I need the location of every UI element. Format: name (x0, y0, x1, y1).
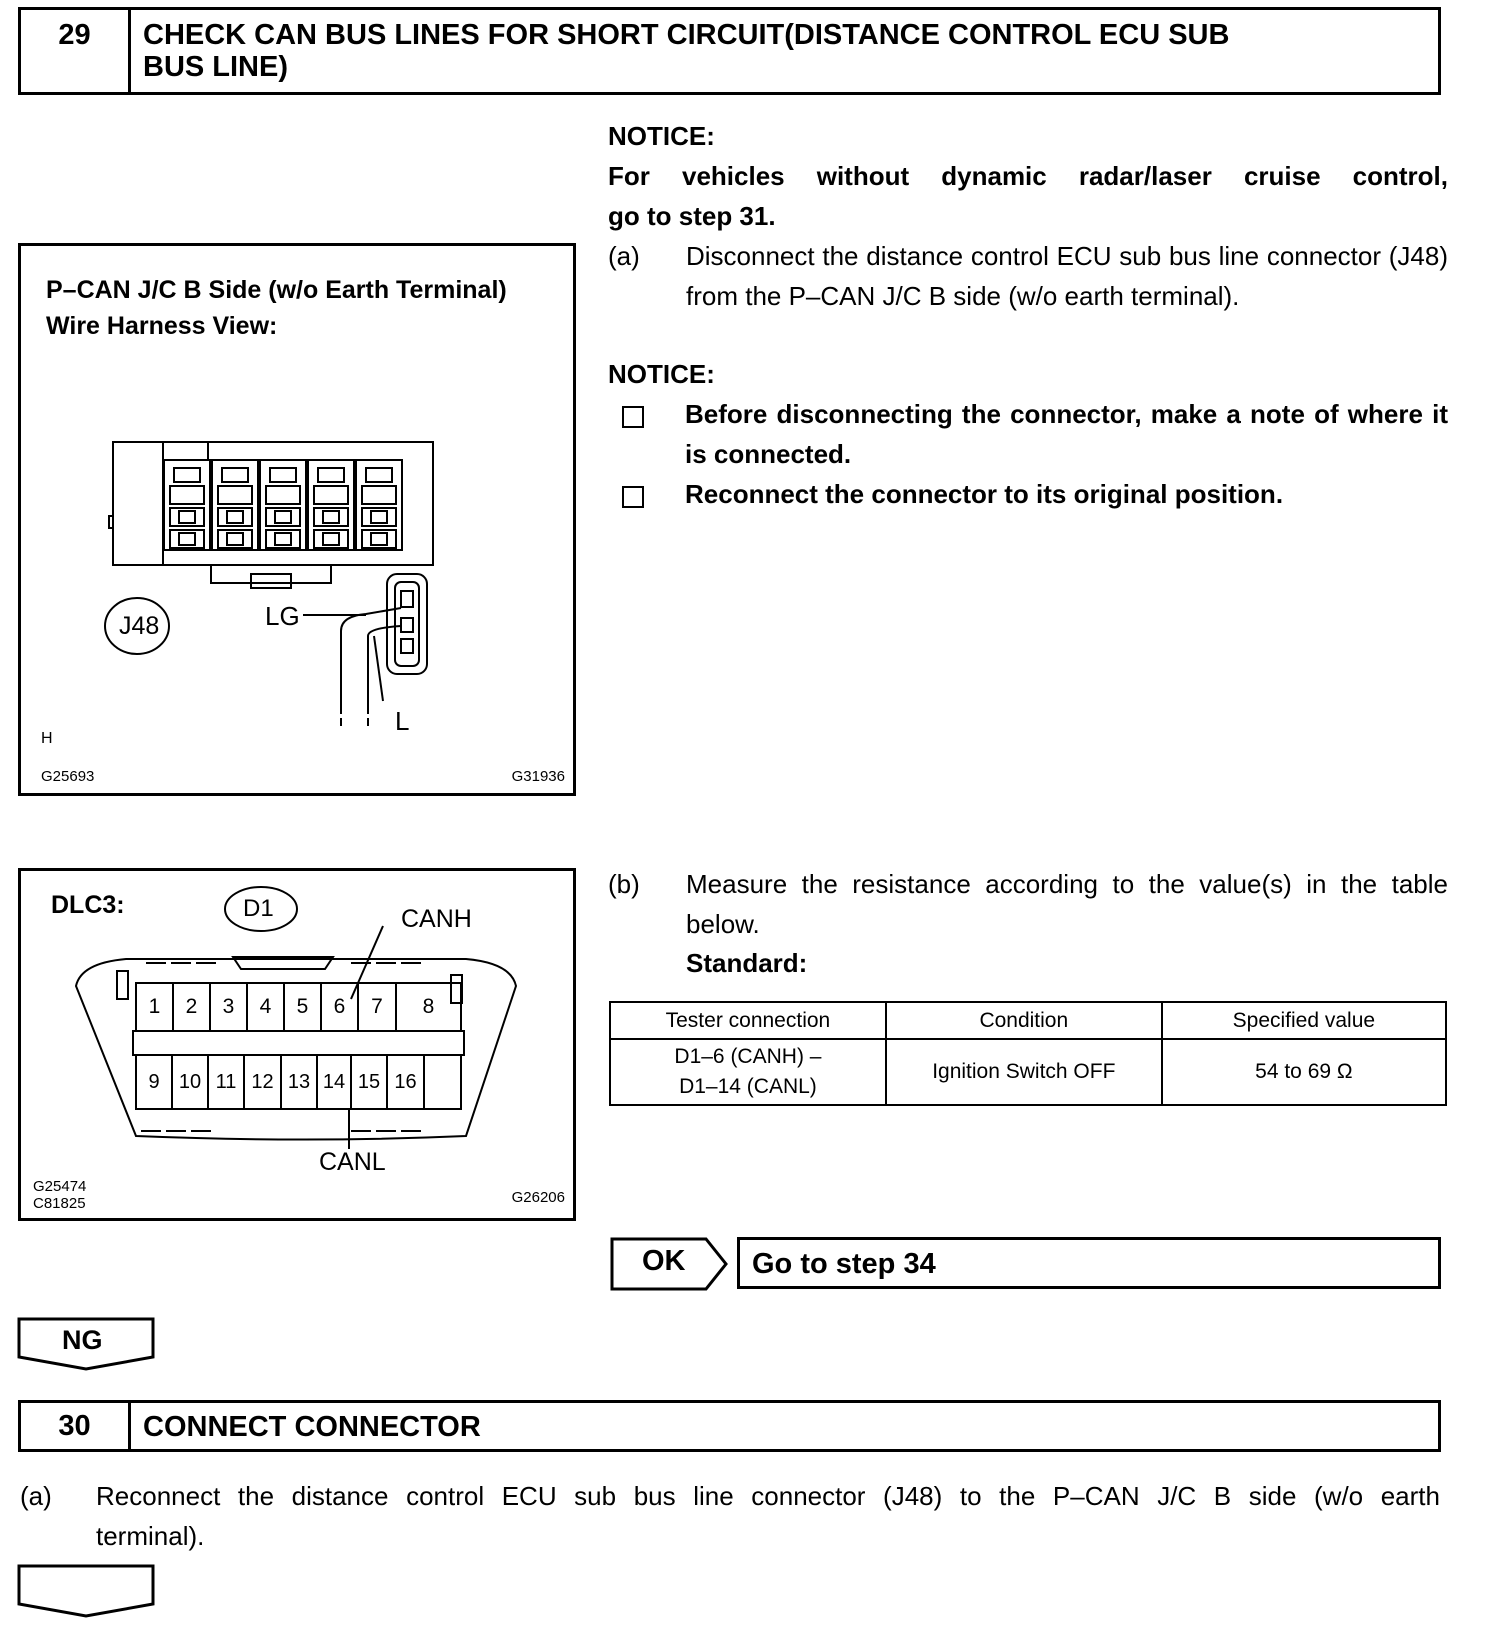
figure-code: G26206 (511, 1189, 565, 1206)
step-number: 30 (21, 1403, 131, 1449)
instruction-marker: (b) (608, 869, 640, 899)
figure-code: G25693 (41, 768, 95, 785)
notice-text-line-2: go to step 31. (608, 201, 776, 231)
pins-bottom-row (136, 1055, 461, 1109)
pin-number: 1 (148, 995, 161, 1018)
notice-bullet: Before disconnecting the connector, make a note of where it is connected. (685, 399, 1448, 469)
ok-label: OK (642, 1245, 686, 1277)
figure-code: G31936 (511, 768, 565, 785)
pins-top-row (136, 983, 461, 1031)
pin-number: 4 (259, 995, 272, 1018)
j48-connector-drawing (21, 246, 573, 793)
connector-diagram-j48 (18, 243, 576, 796)
standard-table (609, 1001, 1447, 1106)
pin-number: 14 (322, 1071, 346, 1093)
pin-number: 12 (251, 1071, 274, 1093)
pin-number: 3 (222, 995, 235, 1018)
notice-text-line-1: For vehicles without dynamic radar/laser cruise control, (608, 161, 1448, 191)
step-title: CONNECT CONNECTOR (143, 1411, 481, 1443)
connection-line-1: D1–6 (CANH) – (674, 1045, 822, 1068)
corner-mark: H (41, 730, 53, 747)
pin-label-canl: CANL (319, 1148, 386, 1176)
ng-label: NG (62, 1325, 103, 1355)
pin-number: 11 (215, 1071, 237, 1093)
notice-heading: NOTICE: (608, 359, 715, 389)
figure-title: DLC3: (51, 891, 125, 919)
instruction-text: Measure the resistance according to the value(s) in the table below. (686, 869, 1448, 939)
pin-number: 6 (333, 995, 346, 1018)
checkbox-icon (622, 486, 644, 508)
figure-title-line-1: P–CAN J/C B Side (w/o Earth Terminal) (46, 276, 507, 304)
notice-bullet: Reconnect the connector to its original position. (685, 479, 1284, 509)
wire-color-label: L (395, 706, 410, 736)
step-29-header (18, 7, 1441, 95)
pin-number: 8 (422, 995, 435, 1018)
wire-color-label: LG (265, 601, 300, 631)
table-header: Tester connection (610, 1002, 886, 1039)
checkbox-icon (622, 406, 644, 428)
continue-arrow-box (17, 1564, 155, 1618)
notice-heading: NOTICE: (608, 121, 715, 151)
table-cell-connection (610, 1039, 886, 1105)
connection-line-2: D1–14 (CANL) (679, 1075, 817, 1098)
figure-code: G25474 (33, 1178, 87, 1195)
pin-number: 2 (185, 995, 198, 1018)
go-to-step-box (737, 1237, 1441, 1289)
connector-label: J48 (119, 612, 160, 640)
dlc3-connector-diagram (18, 868, 576, 1221)
step-title (143, 19, 1428, 83)
step-title-line-1: CHECK CAN BUS LINES FOR SHORT CIRCUIT(DISTANCE CONTROL ECU SUB (143, 19, 1230, 51)
table-cell-value: 54 to 69 Ω (1162, 1039, 1446, 1105)
table-cell-condition: Ignition Switch OFF (886, 1039, 1162, 1105)
instruction-marker: (a) (20, 1481, 52, 1511)
table-header: Specified value (1162, 1002, 1446, 1039)
standard-label: Standard: (686, 948, 808, 978)
dlc3-connector-drawing (21, 871, 573, 1218)
step-number: 29 (21, 10, 131, 92)
go-to-step-text: Go to step 34 (752, 1248, 936, 1280)
pin-number: 7 (371, 995, 383, 1018)
figure-title-line-2: Wire Harness View: (46, 312, 278, 340)
pin-number: 15 (357, 1071, 381, 1093)
table-row (610, 1039, 1446, 1105)
instruction-marker: (a) (608, 241, 640, 271)
pin-number: 16 (394, 1071, 417, 1093)
pin-label-canh: CANH (401, 905, 472, 933)
table-header-row (610, 1002, 1446, 1039)
pin-number: 9 (148, 1071, 160, 1093)
instruction-text-line-1: Reconnect the distance control ECU sub bus line connector (J48) to the P–CAN J/C B side (w/o earth (96, 1481, 1440, 1511)
connector-label: D1 (243, 895, 274, 922)
step-30-header (18, 1400, 1441, 1452)
step-title-line-2: BUS LINE) (143, 51, 288, 83)
pin-number: 13 (287, 1071, 311, 1093)
table-header: Condition (886, 1002, 1162, 1039)
instruction-a (608, 236, 1448, 356)
instruction-text-line-2: terminal). (96, 1521, 205, 1551)
instruction-text: Disconnect the distance control ECU sub bus line connector (J48) from the P–CAN J/C B side (w/o earth terminal). (686, 241, 1448, 311)
figure-code: C81825 (33, 1195, 86, 1212)
pin-number: 5 (296, 995, 309, 1018)
pin-number: 10 (178, 1071, 202, 1093)
